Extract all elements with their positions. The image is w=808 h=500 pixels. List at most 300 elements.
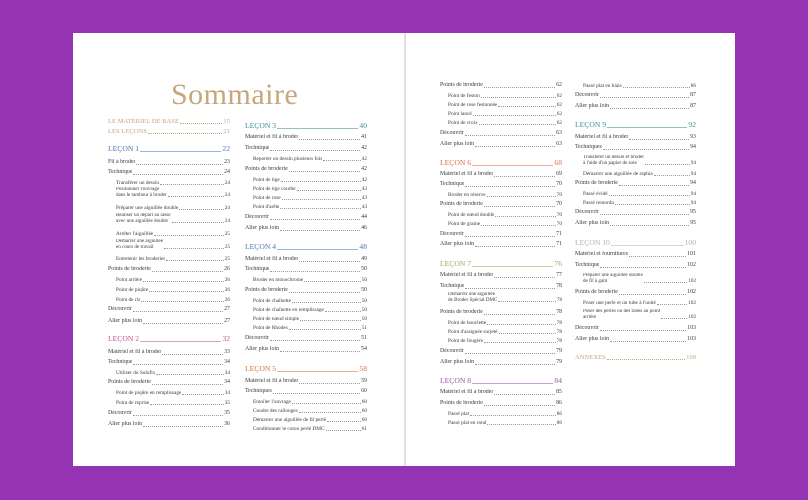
entry-title: LEÇON 3 bbox=[245, 121, 277, 130]
toc-subentry bbox=[440, 292, 562, 304]
page-number: 71 bbox=[556, 241, 562, 247]
toc-subentry bbox=[245, 156, 367, 162]
entry-title: Découvrir bbox=[245, 335, 269, 341]
leader-dots bbox=[168, 196, 224, 197]
toc-subentry bbox=[440, 102, 562, 108]
page-number: 21 bbox=[223, 128, 230, 135]
leader-dots bbox=[472, 266, 553, 267]
page-number: 33 bbox=[224, 349, 230, 355]
toc-entry bbox=[245, 134, 367, 141]
page-number: 50 bbox=[361, 277, 367, 283]
leader-dots bbox=[164, 248, 224, 249]
toc-subentry bbox=[575, 191, 696, 197]
toc-entry bbox=[575, 180, 696, 187]
page-number: 51 bbox=[361, 325, 367, 331]
page-number: 50 bbox=[361, 316, 367, 322]
leader-dots bbox=[607, 359, 685, 360]
entry-title: Découvrir bbox=[575, 92, 599, 98]
toc-entry bbox=[440, 241, 562, 248]
toc-entry bbox=[245, 346, 367, 353]
page-number: 42 bbox=[361, 166, 367, 172]
entry-title: Coudre des rallonges bbox=[253, 408, 298, 414]
entry-title: Aller plus loin bbox=[440, 241, 475, 247]
entry-title: Aller plus loin bbox=[440, 359, 475, 365]
page-number: 62 bbox=[556, 120, 562, 126]
page-number: 62 bbox=[556, 102, 562, 108]
leader-dots bbox=[629, 256, 686, 257]
toc-subentry bbox=[108, 390, 230, 396]
toc-entry bbox=[108, 410, 230, 417]
entry-title: Aller plus loin bbox=[575, 220, 610, 226]
leader-dots bbox=[609, 195, 690, 196]
toc-subentry bbox=[108, 370, 230, 376]
entry-title: Points de broderie bbox=[575, 180, 618, 186]
page-number: 50 bbox=[361, 287, 367, 293]
leader-dots bbox=[475, 246, 555, 247]
entry-title: Techniques bbox=[575, 144, 602, 150]
entry-title: Broder en monochrome bbox=[253, 277, 304, 283]
page-number: 60 bbox=[361, 408, 367, 414]
toc-subentry bbox=[108, 231, 230, 237]
entry-title: Point de croix bbox=[448, 120, 478, 126]
toc-entry bbox=[575, 92, 696, 99]
entry-title: Technique bbox=[440, 181, 465, 187]
entry-title: Point de reprise bbox=[116, 400, 150, 406]
page-number: 24 bbox=[224, 180, 230, 186]
toc-entry bbox=[575, 262, 696, 269]
lesson-heading bbox=[440, 259, 562, 268]
page-number: 94 bbox=[690, 159, 696, 166]
entry-title: Matériel et fournitures bbox=[575, 251, 628, 257]
entry-title: Aller plus loin bbox=[245, 225, 280, 231]
entry-title: LEÇON 10 bbox=[575, 238, 610, 247]
page-number: 60 bbox=[361, 417, 367, 423]
entry-title: Aller plus loin bbox=[245, 346, 280, 352]
leader-dots bbox=[619, 185, 689, 186]
entry-title: Découvrir bbox=[440, 130, 464, 136]
entry-title: Point de feston bbox=[448, 93, 480, 99]
leader-dots bbox=[277, 371, 358, 372]
toc-subentry bbox=[440, 420, 562, 426]
page-number: 26 bbox=[224, 297, 230, 303]
page-number: 79 bbox=[556, 348, 562, 354]
leader-dots bbox=[282, 199, 361, 200]
page-number: 102 bbox=[687, 262, 696, 268]
entry-title: Passé plat bbox=[448, 411, 470, 417]
entry-title: Point de piqûre bbox=[116, 287, 149, 293]
page-number: 62 bbox=[556, 111, 562, 117]
leader-dots bbox=[154, 235, 223, 236]
lesson-heading bbox=[108, 144, 230, 153]
leader-dots bbox=[292, 403, 361, 404]
page-number: 34 bbox=[224, 390, 230, 396]
page-number: 86 bbox=[556, 400, 562, 406]
page-number: 78 bbox=[556, 296, 562, 303]
toc-entry bbox=[575, 289, 696, 296]
section-heading bbox=[108, 128, 230, 136]
toc-entry bbox=[440, 283, 562, 290]
entry-title: LEÇON 4 bbox=[245, 242, 277, 251]
toc-subentry bbox=[575, 155, 696, 167]
leader-dots bbox=[149, 291, 223, 292]
page-number: 71 bbox=[556, 231, 562, 237]
page-number: 49 bbox=[361, 256, 367, 262]
entry-title: Aller plus loin bbox=[440, 141, 475, 147]
toc-subentry bbox=[440, 212, 562, 218]
page-number: 86 bbox=[556, 420, 562, 426]
leader-dots bbox=[162, 354, 223, 355]
leader-dots bbox=[133, 174, 223, 175]
entry-title: Points de broderie bbox=[575, 289, 618, 295]
toc-subentry bbox=[245, 426, 367, 432]
page-number: 36 bbox=[224, 421, 230, 427]
toc-entry bbox=[245, 166, 367, 173]
page-number: 59 bbox=[361, 378, 367, 384]
section-heading bbox=[108, 118, 230, 126]
entry-title: Matériel et fil à broder bbox=[245, 378, 299, 384]
leader-dots bbox=[495, 216, 555, 217]
page-number: 26 bbox=[224, 266, 230, 272]
leader-dots bbox=[644, 282, 688, 283]
entry-title: Point de nœud double bbox=[448, 212, 495, 218]
leader-dots bbox=[156, 374, 223, 375]
lesson-heading bbox=[245, 242, 367, 251]
lesson-heading bbox=[575, 120, 696, 129]
toc-entry bbox=[575, 103, 696, 110]
leader-dots bbox=[494, 277, 555, 278]
entry-title: Matériel et fil à broder bbox=[245, 256, 299, 262]
entry-title: Démarrer une aiguillée de fil perlé bbox=[253, 417, 327, 423]
leader-dots bbox=[494, 394, 555, 395]
leader-dots bbox=[327, 421, 361, 422]
leader-dots bbox=[140, 341, 221, 342]
entry-title: Préparer une aiguillée double bbox=[116, 205, 179, 211]
toc-entry bbox=[575, 325, 696, 332]
leader-dots bbox=[148, 133, 222, 134]
entry-title: Démarrer une aiguillée de raphia bbox=[583, 171, 653, 177]
entry-title: Point de riz bbox=[116, 297, 141, 303]
toc-entry bbox=[245, 214, 367, 221]
toc-entry bbox=[575, 220, 696, 227]
entry-title: Points de broderie bbox=[245, 166, 288, 172]
entry-title: Points de broderie bbox=[108, 266, 151, 272]
toc-subentry bbox=[440, 320, 562, 326]
page-number: 35 bbox=[224, 400, 230, 406]
toc-subentry bbox=[245, 325, 367, 331]
page-number: 26 bbox=[224, 277, 230, 283]
toc-subentry bbox=[575, 200, 696, 206]
page-number: 102 bbox=[688, 277, 696, 284]
leader-dots bbox=[498, 301, 556, 302]
toc-entry bbox=[245, 335, 367, 342]
page-number: 25 bbox=[224, 231, 230, 237]
entry-title: Poser une perle et un tube à l'unité bbox=[583, 300, 656, 306]
leader-dots bbox=[475, 146, 555, 147]
entry-title: LEÇON 7 bbox=[440, 259, 472, 268]
toc-entry bbox=[108, 169, 230, 176]
entry-title: Point de chaînette en remplissage bbox=[253, 307, 324, 313]
leader-dots bbox=[499, 333, 556, 334]
page-number: 34 bbox=[224, 379, 230, 385]
leader-dots bbox=[133, 311, 223, 312]
entry-title: Matériel et fil à broder bbox=[245, 134, 299, 140]
toc-subentry bbox=[245, 298, 367, 304]
page-number: 34 bbox=[224, 359, 230, 365]
page-number: 63 bbox=[556, 130, 562, 136]
toc-subentry bbox=[245, 186, 367, 192]
leader-dots bbox=[600, 214, 689, 215]
entry-title: Réaliser un départ au lasso avec une aiguillée double bbox=[116, 213, 171, 224]
page-number: 24 bbox=[224, 169, 230, 175]
leader-dots bbox=[472, 165, 553, 166]
entry-title: LEÇON 6 bbox=[440, 158, 472, 167]
leader-dots bbox=[484, 87, 555, 88]
toc-subentry bbox=[575, 300, 696, 306]
page-number: 69 bbox=[556, 171, 562, 177]
entry-title: Technique bbox=[108, 169, 133, 175]
entry-title: LEÇON 9 bbox=[575, 120, 607, 129]
page-number: 79 bbox=[556, 359, 562, 365]
page-number: 94 bbox=[690, 191, 696, 197]
page-number: 70 bbox=[556, 192, 562, 198]
toc-subentry bbox=[245, 204, 367, 210]
page-number: 77 bbox=[556, 272, 562, 278]
toc-entry bbox=[575, 134, 696, 141]
page-number: 41 bbox=[361, 134, 367, 140]
leader-dots bbox=[180, 123, 222, 124]
lesson-heading bbox=[575, 238, 696, 247]
toc-subentry bbox=[575, 171, 696, 177]
toc-subentry bbox=[108, 277, 230, 283]
leader-dots bbox=[611, 245, 684, 246]
entry-title: LEÇON 2 bbox=[108, 334, 140, 343]
leader-dots bbox=[465, 135, 555, 136]
entry-title: Techniques bbox=[245, 388, 272, 394]
entry-title: Point de bouclette bbox=[448, 320, 487, 326]
entry-title: Point de rose bbox=[253, 195, 281, 201]
page-number: 101 bbox=[687, 251, 696, 257]
page-number: 27 bbox=[224, 318, 230, 324]
leader-dots bbox=[473, 115, 556, 116]
entry-title: Matériel et fil à broder bbox=[440, 389, 494, 395]
entry-title: Aller plus loin bbox=[575, 103, 610, 109]
leader-dots bbox=[600, 330, 686, 331]
leader-dots bbox=[475, 364, 555, 365]
page-number: 43 bbox=[361, 195, 367, 201]
toc-entry bbox=[245, 378, 367, 385]
page-number: 26 bbox=[224, 287, 230, 293]
toc-entry bbox=[245, 145, 367, 152]
toc-entry bbox=[440, 272, 562, 279]
entry-title: Points de broderie bbox=[245, 287, 288, 293]
leader-dots bbox=[299, 412, 361, 413]
toc-entry bbox=[245, 287, 367, 294]
page-number: 50 bbox=[361, 307, 367, 313]
toc-subentry bbox=[245, 277, 367, 283]
leader-dots bbox=[323, 160, 360, 161]
toc-entry bbox=[440, 82, 562, 89]
page-number: 51 bbox=[361, 335, 367, 341]
leader-dots bbox=[479, 124, 556, 125]
entry-title: Point de piqûre en remplissage bbox=[116, 390, 182, 396]
page-number: 42 bbox=[361, 156, 367, 162]
entry-title: Matériel et fil à broder bbox=[108, 349, 162, 355]
page-number: 24 bbox=[224, 191, 230, 198]
page-number: 40 bbox=[359, 121, 367, 130]
toc-entry bbox=[108, 379, 230, 386]
page-number: 15 bbox=[223, 118, 230, 125]
entry-title: Technique bbox=[245, 266, 270, 272]
entry-title: Point de fougère bbox=[448, 338, 484, 344]
entry-title: Utiliser du Solufix bbox=[116, 370, 156, 376]
leader-dots bbox=[143, 323, 223, 324]
page-number: 70 bbox=[556, 212, 562, 218]
leader-dots bbox=[600, 97, 689, 98]
leader-dots bbox=[481, 225, 556, 226]
page-number: 103 bbox=[687, 336, 696, 342]
entry-title: Démarrer une aiguillée en cours de travail bbox=[116, 239, 163, 250]
toc-subentry bbox=[108, 205, 230, 211]
leader-dots bbox=[292, 302, 361, 303]
entry-title: Point lancé bbox=[448, 111, 472, 117]
page-number: 24 bbox=[224, 205, 230, 211]
toc-entry bbox=[575, 144, 696, 151]
leader-dots bbox=[654, 175, 690, 176]
lesson-heading bbox=[440, 158, 562, 167]
page-number: 78 bbox=[556, 283, 562, 289]
leader-dots bbox=[140, 151, 221, 152]
page-number: 78 bbox=[556, 320, 562, 326]
page-number: 68 bbox=[554, 158, 562, 167]
page-number: 78 bbox=[556, 338, 562, 344]
leader-dots bbox=[152, 271, 223, 272]
leader-dots bbox=[610, 108, 689, 109]
page-number: 62 bbox=[556, 82, 562, 88]
leader-dots bbox=[600, 267, 686, 268]
entry-title: Arrêter l'aiguillée bbox=[116, 231, 154, 237]
toc-subentry bbox=[575, 309, 696, 321]
entry-title: Transférer un dessin et broder à l'aide d'un papier de soie bbox=[583, 155, 644, 166]
entry-title: Découvrir bbox=[440, 348, 464, 354]
page-number: 103 bbox=[687, 325, 696, 331]
entry-title: Points de broderie bbox=[440, 400, 483, 406]
leader-dots bbox=[133, 415, 223, 416]
page-number: 87 bbox=[690, 103, 696, 109]
leader-dots bbox=[150, 404, 223, 405]
entry-title: Points de broderie bbox=[440, 201, 483, 207]
leader-dots bbox=[141, 301, 223, 302]
lesson-heading bbox=[245, 364, 367, 373]
leader-dots bbox=[484, 342, 556, 343]
page-number: 50 bbox=[361, 298, 367, 304]
entry-title: LEÇON 8 bbox=[440, 376, 472, 385]
page-number: 102 bbox=[687, 289, 696, 295]
page-number: 102 bbox=[688, 300, 696, 306]
entry-title: Entretenir les broderies bbox=[116, 256, 166, 262]
entry-title: Découvrir bbox=[575, 325, 599, 331]
page-number: 85 bbox=[556, 389, 562, 395]
toc-entry bbox=[245, 256, 367, 263]
page-number: 43 bbox=[361, 186, 367, 192]
entry-title: Point de tige courbe bbox=[253, 186, 296, 192]
leader-dots bbox=[136, 164, 223, 165]
entry-title: Points de broderie bbox=[108, 379, 151, 385]
leader-dots bbox=[498, 106, 555, 107]
entry-title: Point de chaînette bbox=[253, 298, 291, 304]
page-number: 70 bbox=[556, 221, 562, 227]
leader-dots bbox=[277, 128, 358, 129]
toc-subentry bbox=[245, 177, 367, 183]
leader-dots bbox=[160, 184, 224, 185]
toc-subentry bbox=[440, 329, 562, 335]
toc-subentry bbox=[245, 417, 367, 423]
toc-entry bbox=[108, 159, 230, 166]
page-number: 42 bbox=[361, 145, 367, 151]
page-number: 62 bbox=[556, 93, 562, 99]
entry-title: Aller plus loin bbox=[575, 336, 610, 342]
page-number: 35 bbox=[224, 410, 230, 416]
toc-subentry bbox=[108, 287, 230, 293]
book-spine bbox=[404, 33, 406, 466]
toc-subentry bbox=[108, 239, 230, 251]
leader-dots bbox=[623, 87, 690, 88]
page-number: 58 bbox=[359, 364, 367, 373]
leader-dots bbox=[300, 320, 361, 321]
leader-dots bbox=[484, 405, 555, 406]
page-number: 60 bbox=[361, 388, 367, 394]
leader-dots bbox=[277, 249, 358, 250]
toc-subentry bbox=[440, 93, 562, 99]
page-number: 27 bbox=[224, 306, 230, 312]
entry-title: Préparer une aiguillée double de fil à gant bbox=[583, 273, 643, 284]
entry-title: Passé plat en biais bbox=[583, 83, 622, 89]
page-number: 32 bbox=[222, 334, 230, 343]
entry-title: Découvrir bbox=[108, 306, 132, 312]
entry-title: Technique bbox=[108, 359, 133, 365]
entry-title: Point de nœud simple bbox=[253, 316, 300, 322]
toc-subentry bbox=[575, 273, 696, 285]
toc-entry bbox=[440, 359, 562, 366]
toc-subentry bbox=[108, 180, 230, 186]
leader-dots bbox=[657, 304, 687, 305]
leader-dots bbox=[299, 261, 360, 262]
page-number: 76 bbox=[554, 259, 562, 268]
page-number: 86 bbox=[690, 83, 696, 89]
page-number: 92 bbox=[688, 120, 696, 129]
toc-entry bbox=[245, 225, 367, 232]
entry-title: Point de rose festonnée bbox=[448, 102, 498, 108]
page-number: 43 bbox=[361, 204, 367, 210]
entry-title: Reporter un dessin plusieurs fois bbox=[253, 156, 323, 162]
toc-entry bbox=[440, 130, 562, 137]
leader-dots bbox=[619, 294, 686, 295]
leader-dots bbox=[172, 222, 224, 223]
entry-title: Matériel et fil à broder bbox=[575, 134, 629, 140]
toc-subentry bbox=[108, 187, 230, 199]
toc-subentry bbox=[245, 399, 367, 405]
lesson-heading bbox=[108, 334, 230, 343]
leader-dots bbox=[325, 311, 361, 312]
leader-dots bbox=[152, 384, 223, 385]
entry-title: Positionner l'ouvrage dans le tambour à broder bbox=[116, 187, 167, 198]
leader-dots bbox=[280, 230, 360, 231]
leader-dots bbox=[281, 181, 361, 182]
page-number: 25 bbox=[224, 243, 230, 250]
leader-dots bbox=[280, 208, 360, 209]
entry-title: Broder en réserve bbox=[448, 192, 486, 198]
leader-dots bbox=[484, 206, 555, 207]
page-number: 84 bbox=[554, 376, 562, 385]
